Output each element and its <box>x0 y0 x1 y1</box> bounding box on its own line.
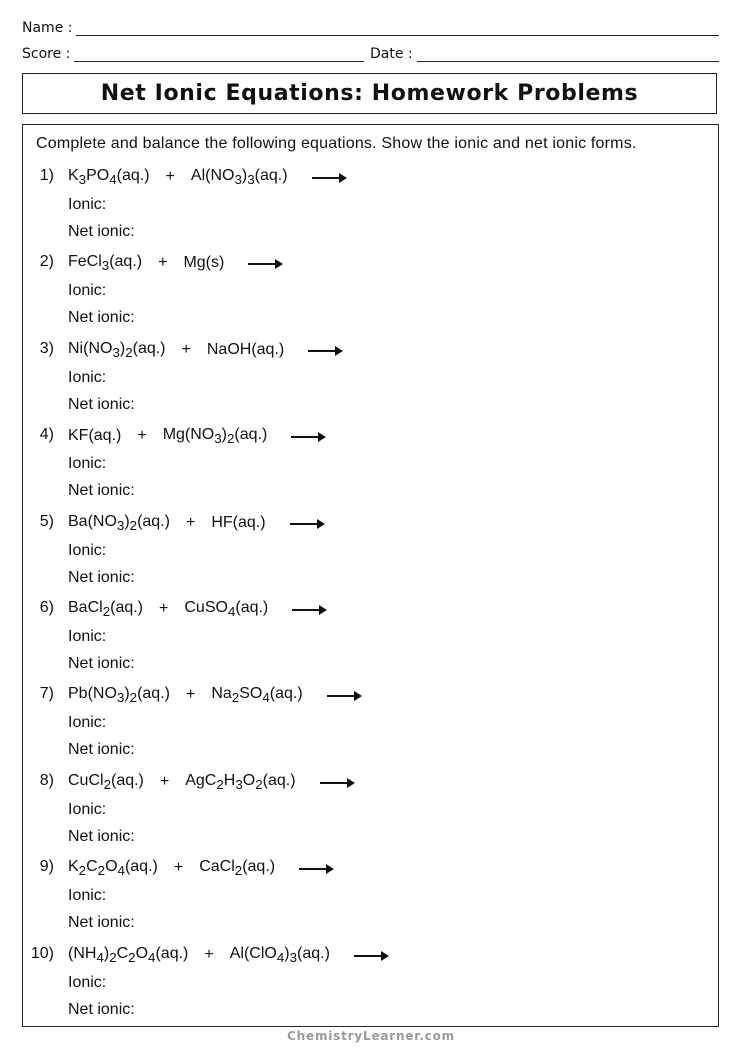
equation <box>68 426 323 446</box>
problem-item <box>23 340 718 426</box>
net-ionic-label: Net ionic: <box>68 914 135 932</box>
problem-number: 2) <box>39 253 54 271</box>
score-label: Score : <box>22 46 71 62</box>
reactant-1: $K_3PO_4(aq.)$ <box>68 167 150 188</box>
ionic-label: Ionic: <box>68 282 107 300</box>
name-field-row <box>22 20 719 36</box>
reaction-arrow-icon <box>290 523 322 525</box>
net-ionic-label: Net ionic: <box>68 655 135 672</box>
reactant-1: $Ba(NO_3)_2(aq.)$ <box>68 512 170 533</box>
plus-sign: + <box>137 427 147 445</box>
equation <box>68 513 322 533</box>
reactant-1: CuCl$_2$(aq.) <box>68 771 144 792</box>
net-ionic-label: Net ionic: <box>68 741 135 759</box>
plus-sign: + <box>165 168 175 186</box>
reactant-2: $Mg(NO_3)_2(aq.)$ <box>162 426 268 447</box>
ionic-label: Ionic: <box>68 455 107 473</box>
reactant-1: $(NH_4)_2C_2O_4(aq.)$ <box>68 944 189 965</box>
reactant-1: $Pb(NO_3)_2(aq.)$ <box>68 685 170 706</box>
name-label: Name : <box>22 20 73 36</box>
reaction-arrow-icon <box>291 436 323 438</box>
reactant-1: $K_2C_2O_4(aq.)$ <box>68 858 158 879</box>
problem-item <box>23 772 718 858</box>
reaction-arrow-icon <box>312 177 344 179</box>
problem-item <box>23 426 718 512</box>
net-ionic-label: Net ionic: <box>68 1000 135 1018</box>
plus-sign: + <box>173 859 184 877</box>
problem-number: 7) <box>39 685 54 703</box>
net-ionic-label: Net ionic: <box>68 223 135 240</box>
net-ionic-label: Net ionic: <box>68 395 135 413</box>
reactant-2: $Al(ClO_4)_3(aq.)$ <box>229 944 330 965</box>
equation <box>68 685 359 705</box>
equation <box>68 772 352 792</box>
problem-number: 10) <box>30 944 54 962</box>
instructions: Complete and balance the following equations. Show the ionic and net ionic forms. <box>36 135 637 152</box>
reactant-1: $Ni(NO_3)_2(aq.)$ <box>68 339 166 360</box>
net-ionic-label: Net ionic: <box>68 568 135 586</box>
problem-item <box>23 253 718 339</box>
problem-number: 1) <box>39 167 54 184</box>
plus-sign: + <box>185 513 196 531</box>
problem-item <box>23 945 718 1031</box>
footer-brand: ChemistryLearner.com <box>287 1029 455 1043</box>
reactant-1: KF(aq.) <box>68 427 122 445</box>
ionic-label: Ionic: <box>68 628 107 645</box>
page-title: Net Ionic Equations: Homework Problems <box>100 81 639 106</box>
reaction-arrow-icon <box>320 782 352 784</box>
problem-number: 6) <box>39 599 54 616</box>
net-ionic-label: Net ionic: <box>68 309 135 327</box>
problem-number: 3) <box>39 339 54 357</box>
reactant-2: HF(aq.) <box>211 513 266 531</box>
net-ionic-label: Net ionic: <box>68 827 135 845</box>
score-field-row <box>22 46 364 62</box>
plus-sign: + <box>181 340 191 358</box>
date-label: Date : <box>370 46 413 62</box>
problem-item <box>23 685 718 771</box>
problem-number: 4) <box>39 426 54 444</box>
reactant-1: BaCl$_2$(aq.) <box>68 599 144 620</box>
reactant-2: CuSO$_4$(aq.) <box>184 599 269 620</box>
reaction-arrow-icon <box>354 955 386 957</box>
problem-number: 8) <box>39 771 54 789</box>
reactant-1: FeCl$_3$(aq.) <box>68 253 143 274</box>
equation <box>68 599 324 619</box>
ionic-label: Ionic: <box>68 800 107 818</box>
problem-number: 5) <box>39 512 54 530</box>
equation <box>68 945 386 965</box>
reactant-2: NaOH(aq.) <box>206 340 285 358</box>
score-blank-line[interactable] <box>74 47 364 62</box>
date-field-row <box>370 46 719 62</box>
ionic-label: Ionic: <box>68 714 107 732</box>
ionic-label: Ionic: <box>68 973 107 991</box>
plus-sign: + <box>159 772 170 790</box>
date-blank-line[interactable] <box>417 47 719 62</box>
plus-sign: + <box>159 600 169 618</box>
title-box <box>22 73 717 114</box>
ionic-label: Ionic: <box>68 887 107 905</box>
reactant-2: $AgC_2H_3O_2(aq.)$ <box>185 771 296 792</box>
reactant-2: CaCl$_2$(aq.) <box>199 858 276 879</box>
problem-number: 9) <box>39 858 54 876</box>
name-blank-line[interactable] <box>76 21 719 36</box>
ionic-label: Ionic: <box>68 368 107 386</box>
ionic-label: Ionic: <box>68 196 107 213</box>
equation <box>68 167 344 187</box>
problem-item <box>23 858 718 944</box>
problem-item <box>23 599 718 685</box>
ionic-label: Ionic: <box>68 541 107 559</box>
plus-sign: + <box>158 254 168 272</box>
reaction-arrow-icon <box>292 609 324 611</box>
reaction-arrow-icon <box>327 695 359 697</box>
problem-item <box>23 167 718 253</box>
net-ionic-label: Net ionic: <box>68 482 135 500</box>
reactant-2: $Na_2SO_4(aq.)$ <box>211 685 303 706</box>
reaction-arrow-icon <box>299 868 331 870</box>
equation <box>68 858 331 878</box>
reaction-arrow-icon <box>308 350 340 352</box>
reactant-2: Mg(s) <box>183 254 225 272</box>
worksheet-box <box>22 124 719 1027</box>
plus-sign: + <box>185 686 196 704</box>
plus-sign: + <box>204 945 214 963</box>
reaction-arrow-icon <box>248 263 280 265</box>
problem-item <box>23 513 718 599</box>
equation <box>68 253 280 273</box>
reactant-2: $Al(NO_3)_3(aq.)$ <box>190 167 288 188</box>
equation <box>68 340 340 360</box>
